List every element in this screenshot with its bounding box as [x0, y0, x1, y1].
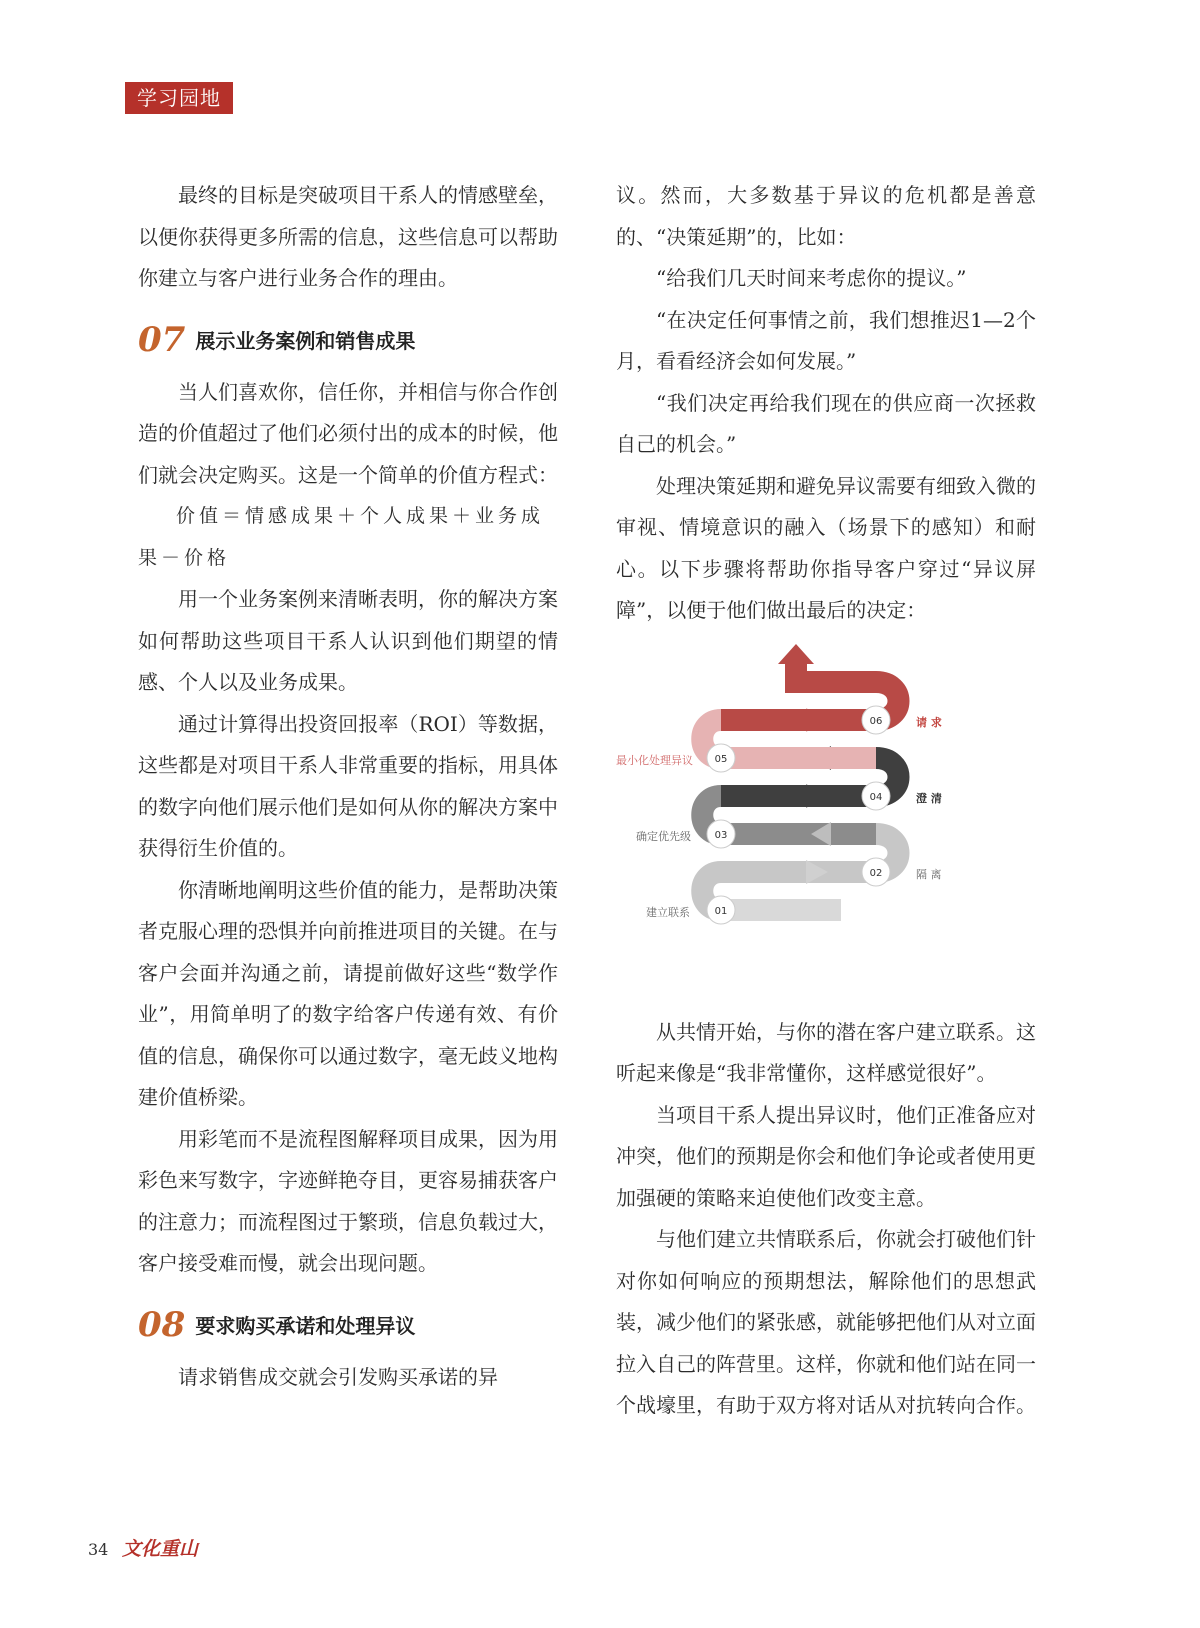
value-formula: 价值＝情感成果＋个人成果＋业务成果－价格 — [138, 505, 545, 569]
serpentine-arrow-graphic — [616, 642, 1036, 982]
arrow-06-head — [778, 644, 814, 664]
badge-02-text: 02 — [869, 867, 883, 879]
badge-01-text: 01 — [714, 905, 728, 917]
paragraph: 与他们建立共情联系后，你就会打破他们针对你如何响应的预期想法，解除他们的思想武装，减少他们的紧张感，就能够把他们从对立面拉入自己的阵营里。这样，你就和他们站在同一个战壕里，有助于双方将对话从对抗转向合作。 — [616, 1227, 1036, 1417]
step-label-05: 最小化处理异议 — [616, 753, 693, 767]
section-title: 要求购买承诺和处理异议 — [195, 1314, 416, 1338]
paragraph: 从共情开始，与你的潜在客户建立联系。这听起来像是“我非常懂你，这样感觉很好”。 — [616, 1019, 1036, 1085]
quote: “给我们几天时间来考虑你的提议。” — [656, 266, 967, 290]
right-column — [616, 175, 1036, 1427]
badge-05-text: 05 — [714, 753, 728, 765]
paragraph: 最终的目标是突破项目干系人的情感壁垒，以便你获得更多所需的信息，这些信息可以帮助你建立与客户进行业务合作的理由。 — [138, 183, 558, 290]
paragraph: 用一个业务案例来清晰表明，你的解决方案如何帮助这些项目干系人认识到他们期望的情感、个人以及业务成果。 — [138, 587, 558, 694]
paragraph: 当人们喜欢你，信任你，并相信与你合作创造的价值超过了他们必须付出的成本的时候，他们就会决定购买。这是一个简单的价值方程式： — [138, 379, 558, 487]
paragraph: 议。然而，大多数基于异议的危机都是善意的、“决策延期”的，比如： — [616, 183, 1036, 249]
badge-06-text: 06 — [869, 715, 883, 727]
step-label-04: 澄 清 — [916, 791, 942, 805]
paragraph: 用彩笔而不是流程图解释项目成果，因为用彩色来写数字，字迹鲜艳夺目，更容易捕获客户的注意力；而流程图过于繁琐，信息负载过大，客户接受难而慢，就会出现问题。 — [138, 1126, 558, 1275]
section-heading-07 — [138, 312, 558, 368]
step-label-06: 请 求 — [916, 715, 942, 729]
section-number: 08 — [138, 1304, 186, 1345]
paragraph: 请求销售成交就会引发购买承诺的异 — [178, 1364, 498, 1389]
quote: “我们决定再给我们现在的供应商一次拯救自己的机会。” — [616, 390, 1036, 456]
paragraph: 当项目干系人提出异议时，他们正准备应对冲突，他们的预期是你会和他们争论或者使用更加强硬的策略来迫使他们改变主意。 — [616, 1102, 1036, 1210]
quote: “在决定任何事情之前，我们想推迟1—2个月，看看经济会如何发展。” — [616, 307, 1036, 373]
page-number: 34 — [88, 1540, 109, 1559]
paragraph: 通过计算得出投资回报率（ROI）等数据，这些都是对项目干系人非常重要的指标，用具体的数字向他们展示他们是如何从你的解决方案中获得衍生价值的。 — [138, 711, 558, 860]
step-label-01: 建立联系 — [646, 905, 690, 919]
section-tag: 学习园地 — [125, 82, 233, 114]
magazine-brand: 文化重山 — [122, 1538, 199, 1560]
step-label-02: 隔 离 — [916, 867, 942, 881]
section-heading-08 — [138, 1297, 558, 1353]
section-title: 展示业务案例和销售成果 — [195, 329, 416, 353]
steps-diagram — [616, 642, 1036, 982]
left-column — [138, 175, 558, 1398]
badge-04-text: 04 — [869, 791, 883, 803]
step-label-03: 确定优先级 — [636, 829, 691, 843]
paragraph: 你清晰地阐明这些价值的能力，是帮助决策者克服心理的恐惧并向前推进项目的关键。在与客户会面并沟通之前，请提前做好这些“数学作业”，用简单明了的数字给客户传递有效、有价值的信息，确保你可以通过数字，毫无歧义地构建价值桥梁。 — [138, 877, 558, 1109]
paragraph: 处理决策延期和避免异议需要有细致入微的审视、情境意识的融入（场景下的感知）和耐心。以下步骤将帮助你指导客户穿过“异议屏障”，以便于他们做出最后的决定： — [616, 473, 1036, 622]
badge-03-text: 03 — [714, 829, 728, 841]
section-number: 07 — [138, 319, 186, 360]
